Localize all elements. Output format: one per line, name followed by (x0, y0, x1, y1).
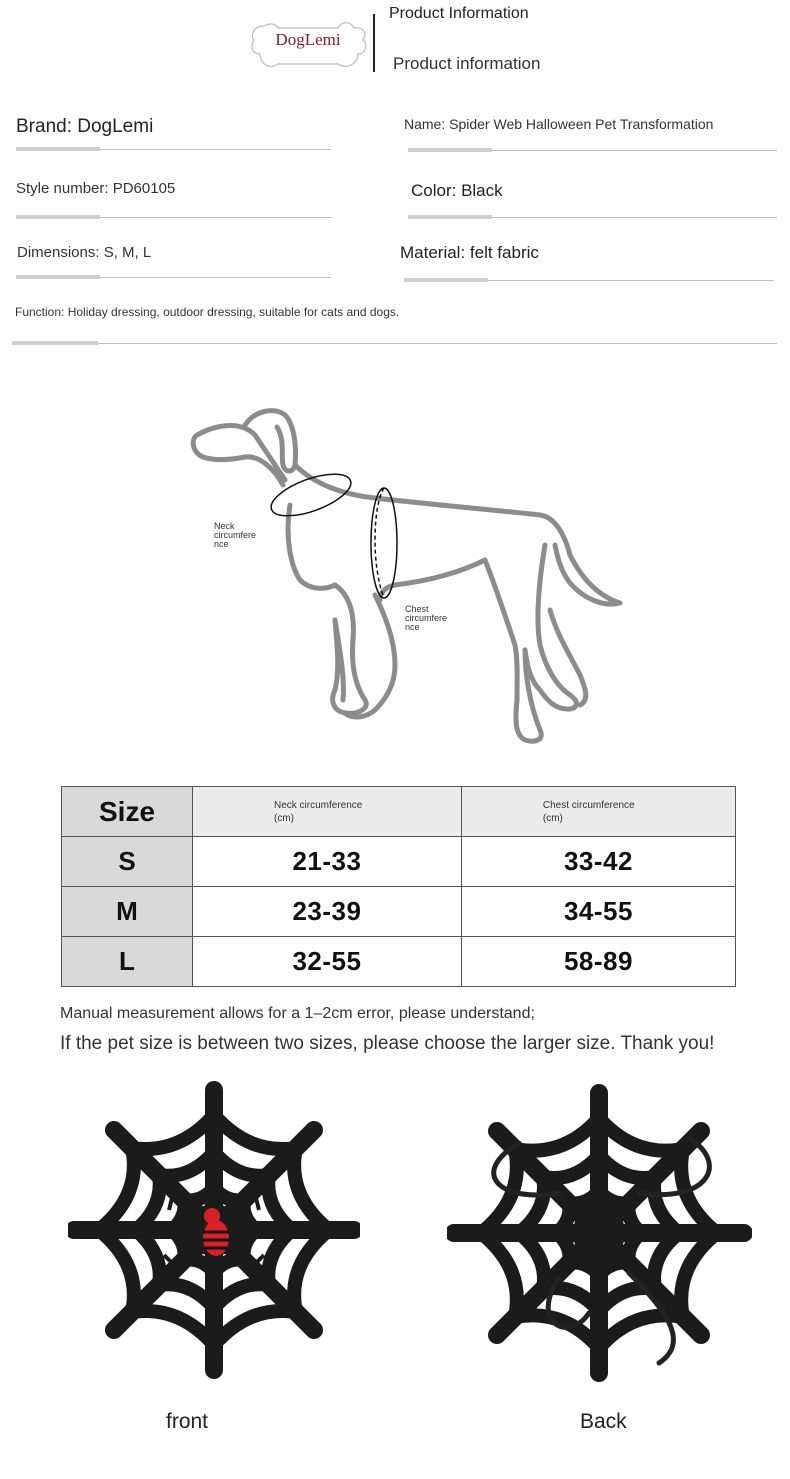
dog-measurement-diagram (185, 395, 630, 750)
size-chart-table (61, 786, 736, 987)
table-row (62, 937, 736, 987)
header-subtitle: Product information (393, 54, 541, 73)
table-row (62, 837, 736, 887)
size-cell: S (62, 837, 193, 887)
size-cell: M (62, 887, 193, 937)
dog-outline-icon (185, 395, 630, 750)
brand-logo-text: DogLemi (275, 30, 341, 49)
product-photo-back (447, 1083, 752, 1383)
size-cell: L (62, 937, 193, 987)
material-field: Material: felt fabric (400, 243, 539, 262)
chest-column-header: Chest circumference (cm) (461, 787, 735, 837)
size-column-header: Size (62, 787, 193, 837)
dimensions-field: Dimensions: S, M, L (17, 244, 152, 261)
divider (12, 343, 777, 344)
back-caption: Back (580, 1410, 627, 1433)
chest-cell: 58-89 (461, 937, 735, 987)
style-number-field: Style number: PD60105 (16, 180, 176, 197)
spider-back-icon (573, 1203, 625, 1263)
brand-field: Brand: DogLemi (16, 116, 154, 137)
divider-accent (16, 215, 100, 219)
neck-cell: 21-33 (193, 837, 462, 887)
front-caption: front (166, 1410, 209, 1433)
header-title: Product Information (389, 5, 529, 22)
divider-accent (404, 278, 488, 282)
neck-label: Neck circumfere nce (214, 521, 257, 549)
chest-label: Chest circumfere nce (405, 604, 448, 632)
divider-accent (408, 148, 492, 152)
neck-cell: 32-55 (193, 937, 462, 987)
measurement-note: Manual measurement allows for a 1–2cm error, please understand; (60, 1005, 535, 1022)
neck-column-header: Neck circumference (cm) (193, 787, 462, 837)
table-row (62, 887, 736, 937)
divider-accent (16, 147, 100, 151)
table-header-row (62, 787, 736, 837)
size-advice-note: If the pet size is between two sizes, please choose the larger size. Thank you! (60, 1033, 715, 1054)
name-field: Name: Spider Web Halloween Pet Transformation (404, 116, 714, 132)
function-field: Function: Holiday dressing, outdoor dressing, suitable for cats and dogs. (15, 305, 400, 319)
chest-cell: 33-42 (461, 837, 735, 887)
divider-accent (12, 341, 98, 345)
divider-accent (16, 275, 100, 279)
spider-web-back-icon (447, 1083, 752, 1383)
header-divider (373, 14, 375, 72)
spider-web-front-icon (68, 1080, 360, 1380)
product-photo-front (68, 1080, 360, 1380)
neck-cell: 23-39 (193, 887, 462, 937)
divider-accent (408, 215, 492, 219)
chest-cell: 34-55 (461, 887, 735, 937)
color-field: Color: Black (411, 181, 503, 200)
